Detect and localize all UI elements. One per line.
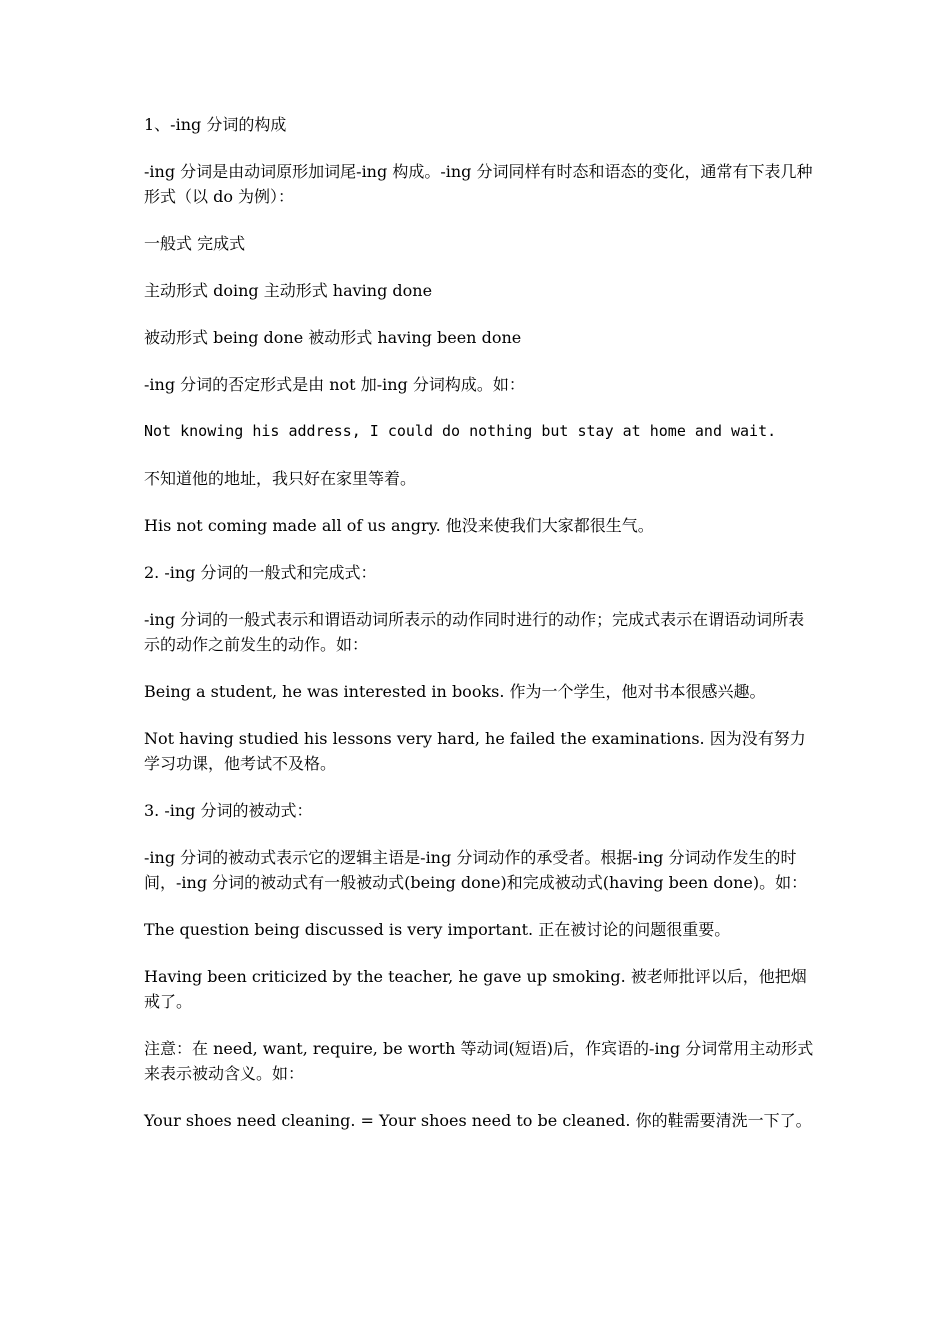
example-sentence: The question being discussed is very important. 正在被讨论的问题很重要。 xyxy=(144,920,731,939)
table-header-row: 一般式 完成式 xyxy=(144,234,246,253)
example-sentence: Not having studied his lessons very hard, he failed the examinations. 因为没有努力学习功课，他考试不及格。 xyxy=(144,729,806,773)
table-row-passive: 被动形式 being done 被动形式 having been done xyxy=(144,328,522,347)
example-sentence: Your shoes need cleaning. = Your shoes need to be cleaned. 你的鞋需要清洗一下了。 xyxy=(144,1111,812,1130)
example-sentence: Having been criticized by the teacher, he gave up smoking. 被老师批评以后，他把烟戒了。 xyxy=(144,967,807,1011)
note-paragraph: 注意：在 need, want, require, be worth 等动词(短语)后，作宾语的-ing 分词常用主动形式来表示被动含义。如： xyxy=(144,1039,814,1083)
paragraph-simple-perfect: -ing 分词的一般式表示和谓语动词所表示的动作同时进行的动作；完成式表示在谓语动词所表示的动作之前发生的动作。如： xyxy=(144,610,805,654)
example-sentence-zh: 不知道他的地址，我只好在家里等着。 xyxy=(144,469,417,488)
example-sentence: Being a student, he was interested in books. 作为一个学生，他对书本很感兴趣。 xyxy=(144,682,766,701)
example-sentence-en: Not knowing his address, I could do nothing but stay at home and wait. xyxy=(144,422,777,440)
document-page xyxy=(144,112,814,1155)
paragraph-passive: -ing 分词的被动式表示它的逻辑主语是-ing 分词动作的承受者。根据-ing 分词动作发生的时间，-ing 分词的被动式有一般被动式(being done)和完成被动式(having been done)。如： xyxy=(144,848,808,892)
paragraph-definition: -ing 分词是由动词原形加词尾-ing 构成。-ing 分词同样有时态和语态的变化，通常有下表几种形式（以 do 为例）： xyxy=(144,162,813,206)
example-sentence: His not coming made all of us angry. 他没来使我们大家都很生气。 xyxy=(144,516,654,535)
paragraph-negative-form: -ing 分词的否定形式是由 not 加-ing 分词构成。如： xyxy=(144,375,525,394)
heading-2: 2. -ing 分词的一般式和完成式： xyxy=(144,563,377,582)
heading-3: 3. -ing 分词的被动式： xyxy=(144,801,313,820)
heading-1: 1、-ing 分词的构成 xyxy=(144,115,287,134)
table-row-active: 主动形式 doing 主动形式 having done xyxy=(144,281,433,300)
